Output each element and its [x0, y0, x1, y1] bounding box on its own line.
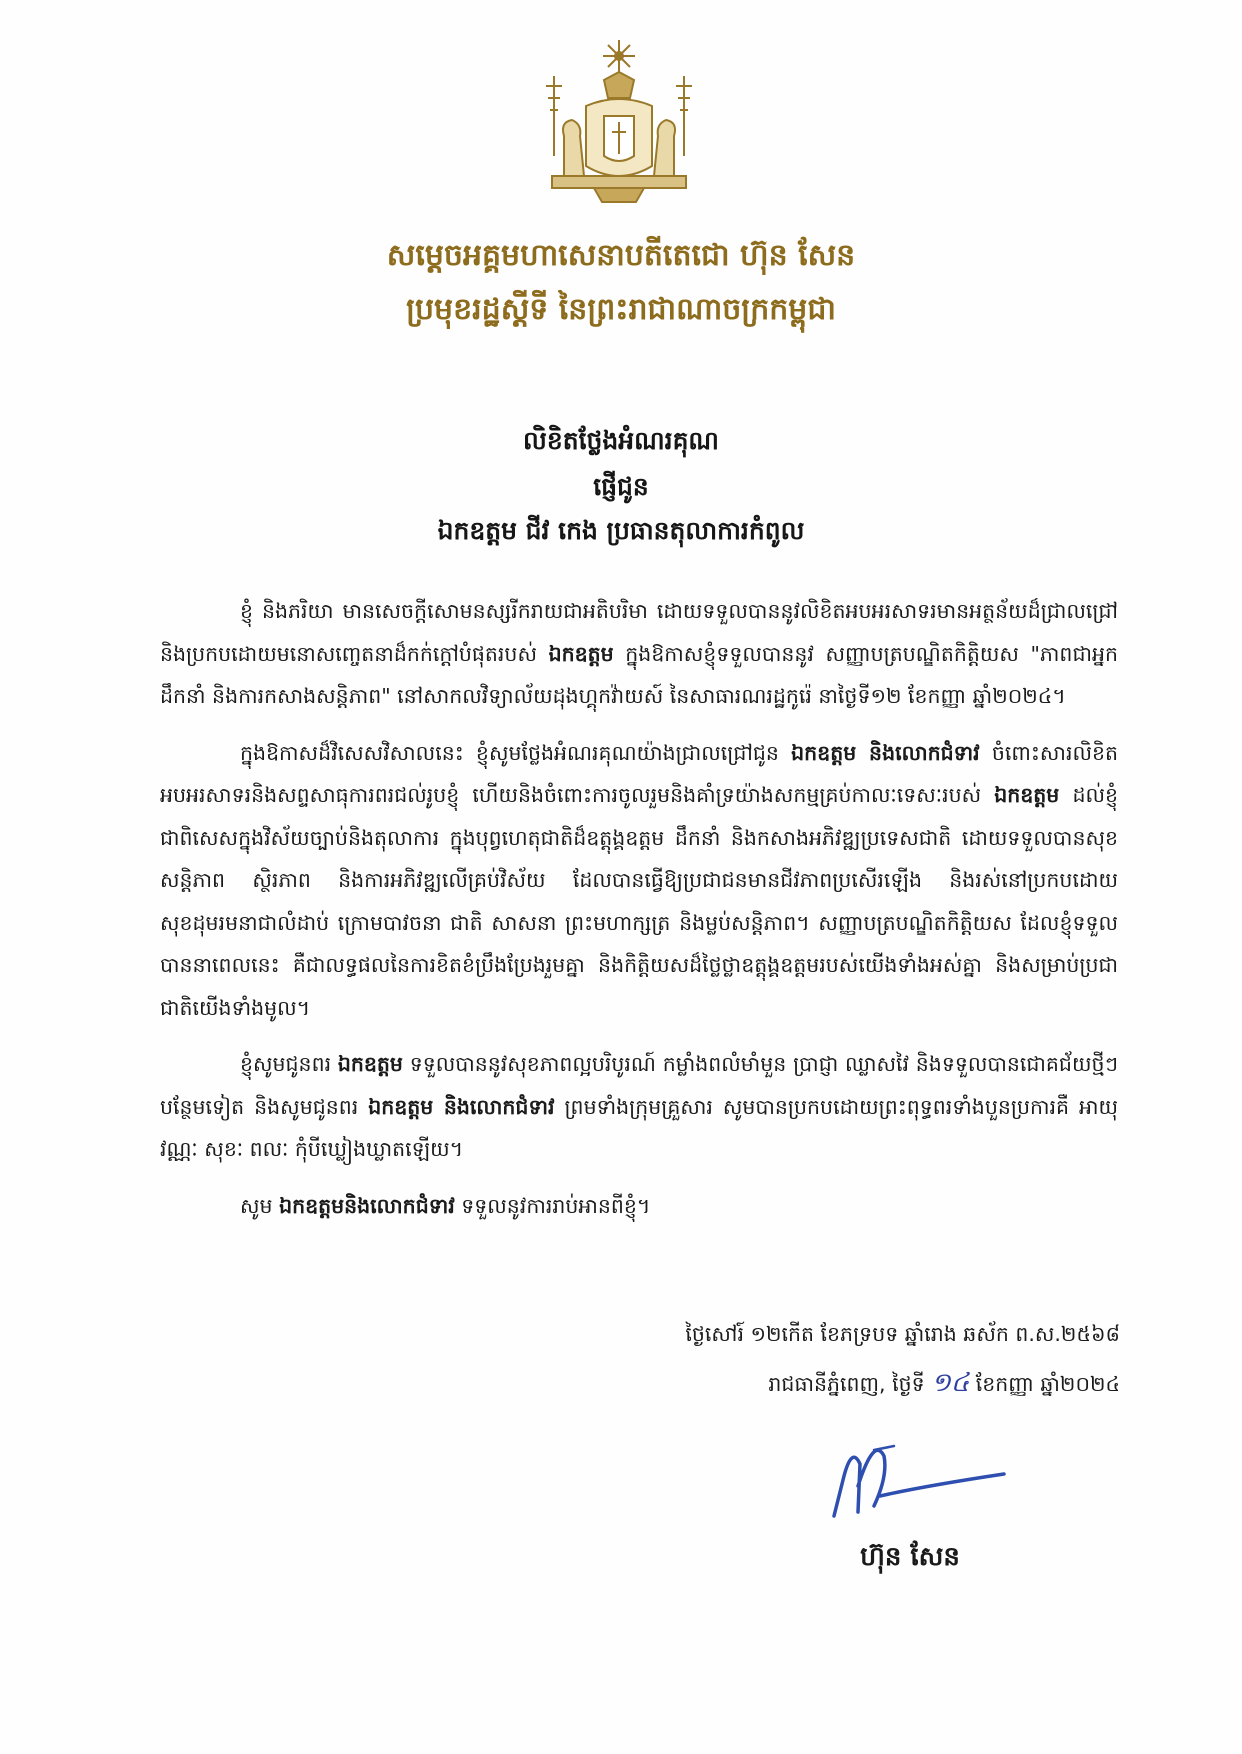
paragraph-2: ក្នុងឱកាសដ៏វិសេសវិសាលនេះ ខ្ញុំសូមថ្លែងអំណរគុណយ៉ាងជ្រាលជ្រៅជូន ឯកឧត្តម និងលោកជំទាវ ចំពោះសារលិខិតអបអរសាទរនិងសព្ទសាធុការពរជល់រូបខ្ញុំ ហើយនិងចំពោះការចូលរួមនិងគាំទ្រយ៉ាងសកម្មគ្រប់កាលៈទេសៈរបស់ ឯកឧត្តម ដល់ខ្ញុំ ជាពិសេសក្នុងវិស័យច្បាប់និងតុលាការ ក្នុងបុព្វហេតុជាតិដ៏ឧត្តុង្គឧត្តម ដឹកនាំ និងកសាងអភិវឌ្ឍប្រទេសជាតិ ដោយទទួលបានសុខសន្តិភាព ស្ថិរភាព និងការអភិវឌ្ឍលើគ្រប់វិស័យ ដែលបានធ្វើឱ្យប្រជាជនមានជីវភាពប្រសើរឡើង និងរស់នៅប្រកបដោយសុខដុមរមនាជាលំដាប់ ក្រោមបាវចនា ជាតិ សាសនា ព្រះមហាក្សត្រ និងម្លប់សន្តិភាព។ សញ្ញាបត្របណ្ឌិតកិត្តិយស ដែលខ្ញុំទទួលបាននាពេលនេះ គឺជាលទ្ធផលនៃការខិតខំប្រឹងប្រែងរួមគ្នា និងកិត្តិយសដ៏ថ្លៃថ្លាឧត្តុង្គឧត្តមរបស់យើងទាំងអស់គ្នា និងសម្រាប់ប្រជាជាតិយើងទាំងមូល។: [160, 740, 1119, 1020]
lunar-date: ថ្ងៃសៅរ៍ ១២កើត ខែភទ្របទ ឆ្នាំរោង ឆស័ក ព.ស.២៥៦៨: [685, 1322, 1120, 1346]
sender-title: ប្រមុខរដ្ឋស្តីទី នៃព្រះរាជាណាចក្រកម្ពុជា: [406, 292, 836, 327]
sender-name: សម្តេចអគ្គមហាសេនាបតីតេជោ ហ៊ុន សែន: [386, 238, 856, 273]
solar-date: រាជធានីភ្នំពេញ, ថ្ងៃទី ១៤ ខែកញ្ញា ឆ្នាំ២០២៤: [768, 1368, 1120, 1398]
letter-addressed-to-label: ផ្ញើជូន: [593, 472, 649, 501]
handwritten-day: ១៤: [931, 1368, 970, 1398]
paragraph-4: សូម ឯកឧត្តមនិងលោកជំទាវ ទទួលនូវការរាប់អានពីខ្ញុំ។: [240, 1193, 651, 1218]
letter-title: លិខិតថ្លែងអំណរគុណ: [523, 426, 719, 455]
royal-emblem-icon: [524, 36, 714, 214]
letter-recipient: ឯកឧត្តម ជីវ កេង ប្រធានតុលាការកំពូល: [437, 516, 805, 545]
signer-name: ហ៊ុន សែន: [860, 1542, 960, 1572]
signature-icon: [814, 1416, 1014, 1536]
paragraph-3: ខ្ញុំសូមជូនពរ ឯកឧត្តម ទទួលបាននូវសុខភាពល្អបរិបូរណ៍ កម្លាំងពលំមាំមួន ប្រាជ្ញា ឈ្លាសវៃ និងទទួលបានជោគជ័យថ្មីៗបន្ថែមទៀត និងសូមជូនពរ ឯកឧត្តម និងលោកជំទាវ ព្រមទាំងក្រុមគ្រួសារ សូមបានប្រកបដោយព្រះពុទ្ធពរទាំងបួនប្រការគឺ អាយុ វណ្ណៈ សុខៈ ពលៈ កុំបីឃ្លៀងឃ្លាតឡើយ។: [160, 1052, 1118, 1161]
paragraph-1: ខ្ញុំ និងភរិយា មានសេចក្តីសោមនស្សរីករាយជាអតិបរិមា ដោយទទួលបាននូវលិខិតអបអរសាទរមានអត្ថន័យដ៏ជ្រាលជ្រៅ និងប្រកបដោយមនោសញ្ចេតនាដ៏កក់ក្តៅបំផុតរបស់ ឯកឧត្តម ក្នុងឱកាសខ្ញុំទទួលបាននូវ សញ្ញាបត្របណ្ឌិតកិត្តិយស "ភាពជាអ្នកដឹកនាំ និងការកសាងសន្តិភាព" នៅសាកលវិទ្យាល័យដុងហ្គុកវ៉ាយស៍ នៃសាធារណរដ្ឋកូរ៉េ នាថ្ងៃទី១២ ខែកញ្ញា ឆ្នាំ២០២៤។: [160, 599, 1118, 708]
letter-body: [160, 590, 1118, 1241]
